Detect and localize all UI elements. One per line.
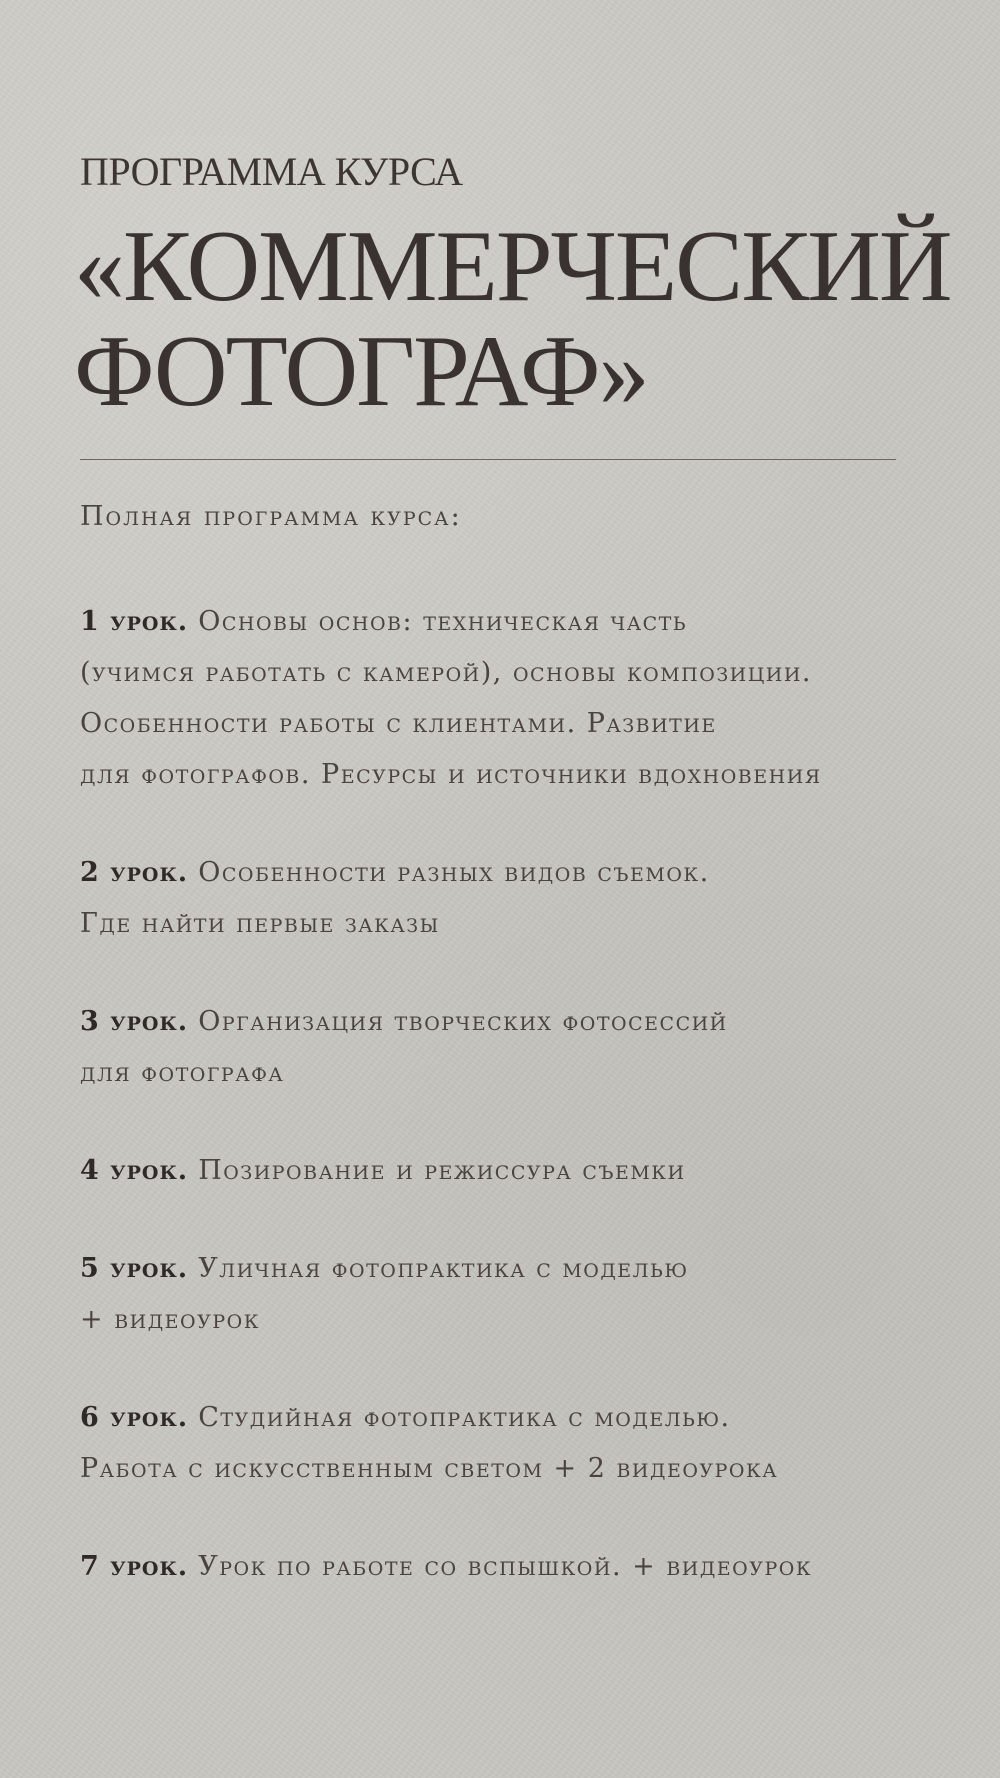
lesson-text: Где найти первые заказы	[80, 908, 440, 939]
lesson-label: 4 урок.	[80, 1155, 189, 1186]
lesson-text: Студийная фотопрактика с моделью.	[198, 1402, 731, 1433]
page-subtitle: ПРОГРАММА КУРСА	[80, 149, 463, 194]
lesson-label: 6 урок.	[80, 1402, 189, 1433]
lesson-text: + видеоурок	[80, 1304, 260, 1335]
lesson-text: (учимся работать с камерой), основы композиции.	[80, 657, 813, 688]
lesson-label: 5 урок.	[80, 1253, 189, 1284]
lesson-text: Урок по работе со вспышкой. + видеоурок	[198, 1551, 813, 1582]
lesson-label: 7 урок.	[80, 1551, 189, 1582]
title-line-2: ФОТОГРАФ»	[74, 315, 648, 428]
lesson-4	[80, 1145, 920, 1196]
lesson-label: 3 урок.	[80, 1006, 189, 1037]
lesson-3	[80, 996, 920, 1098]
title-line-1: «КОММЕРЧЕСКИЙ	[74, 210, 951, 323]
course-program-page	[74, 0, 951, 1778]
lesson-text: Основы основ: техническая часть	[198, 606, 688, 637]
lesson-list	[80, 596, 920, 1639]
lesson-text: Позирование и режиссура съемки	[198, 1155, 686, 1186]
lesson-6	[80, 1392, 920, 1494]
lesson-text: для фотографа	[80, 1057, 285, 1088]
lesson-2	[80, 847, 920, 949]
lesson-text: Работа с искусственным светом + 2 видеоурока	[80, 1453, 779, 1484]
lesson-text: для фотографов. Ресурсы и источники вдохновения	[80, 759, 822, 790]
lesson-7	[80, 1541, 920, 1592]
divider	[80, 459, 896, 460]
lesson-label: 2 урок.	[80, 857, 189, 888]
lesson-text: Особенности работы с клиентами. Развитие	[80, 708, 717, 739]
intro-text: Полная программа курса:	[80, 501, 462, 532]
lesson-text: Особенности разных видов съемок.	[198, 857, 710, 888]
lesson-label: 1 урок.	[80, 606, 189, 637]
lesson-5	[80, 1243, 920, 1345]
lesson-1	[80, 596, 920, 800]
lesson-text: Организация творческих фотосессий	[198, 1006, 728, 1037]
page-title	[74, 210, 951, 428]
lesson-text: Уличная фотопрактика с моделью	[198, 1253, 689, 1284]
